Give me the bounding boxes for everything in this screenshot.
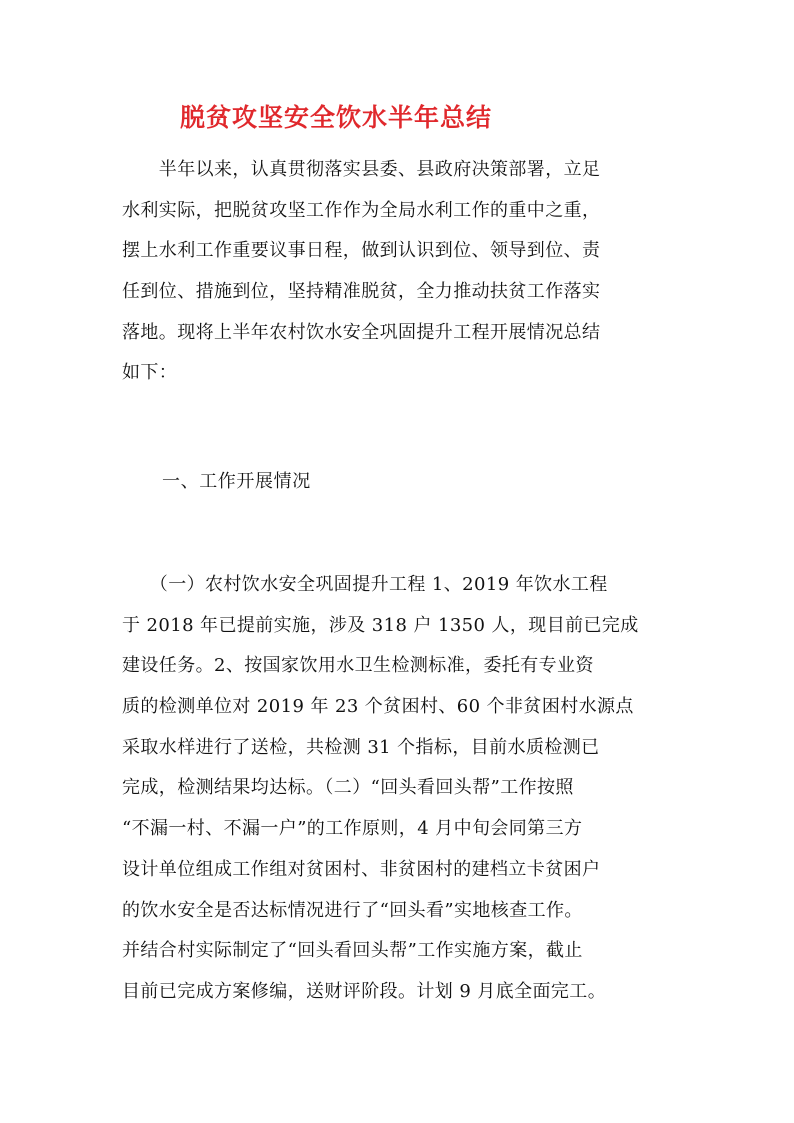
body-line: 采取水样进行了送检，共检测 31 个指标，目前水质检测已 [122,736,600,758]
intro-line: 摆上水利工作重要议事日程，做到认识到位、领导到位、责 [122,240,601,262]
body-line: 于 2018 年已提前实施，涉及 318 户 1350 人，现目前已完成 [122,614,639,636]
document-title: 脱贫攻坚安全饮水半年总结 [180,103,493,132]
intro-line: 半年以来，认真贯彻落实县委、县政府决策部署，立足 [122,159,601,180]
body-line: 完成，检测结果均达标。（二）“回头看回头帮”工作按照 [122,777,574,799]
body-line: 建设任务。2、按国家饮用水卫生检测标准，委托有专业资 [122,655,594,677]
intro-line: 水利实际，把脱贫攻坚工作作为全局水利工作的重中之重， [122,199,601,221]
intro-line: 任到位、措施到位，坚持精准脱贫，全力推动扶贫工作落实 [122,281,601,303]
intro-line: 落地。现将上半年农村饮水安全巩固提升工程开展情况总结 [122,321,601,343]
intro-line: 如下： [122,362,178,384]
intro-paragraph [122,150,682,394]
body-line: 的饮水安全是否达标情况进行了“回头看”实地核查工作。 [122,899,583,921]
body-line: “不漏一村、不漏一户”的工作原则，4 月中旬会同第三方 [122,818,583,840]
body-line: 质的检测单位对 2019 年 23 个贫困村、60 个非贫困村水源点 [122,696,634,718]
body-line: 目前已完成方案修编，送财评阶段。计划 9 月底全面完工。 [122,980,607,1002]
section-heading: 一、工作开展情况 [162,471,311,492]
body-line: 设计单位组成工作组对贫困村、非贫困村的建档立卡贫困户 [122,858,601,880]
body-line: 并结合村实际制定了“回头看回头帮”工作实施方案，截止 [122,940,583,962]
body-paragraph [122,565,682,1013]
body-line: （一）农村饮水安全巩固提升工程 1、2019 年饮水工程 [122,574,608,595]
